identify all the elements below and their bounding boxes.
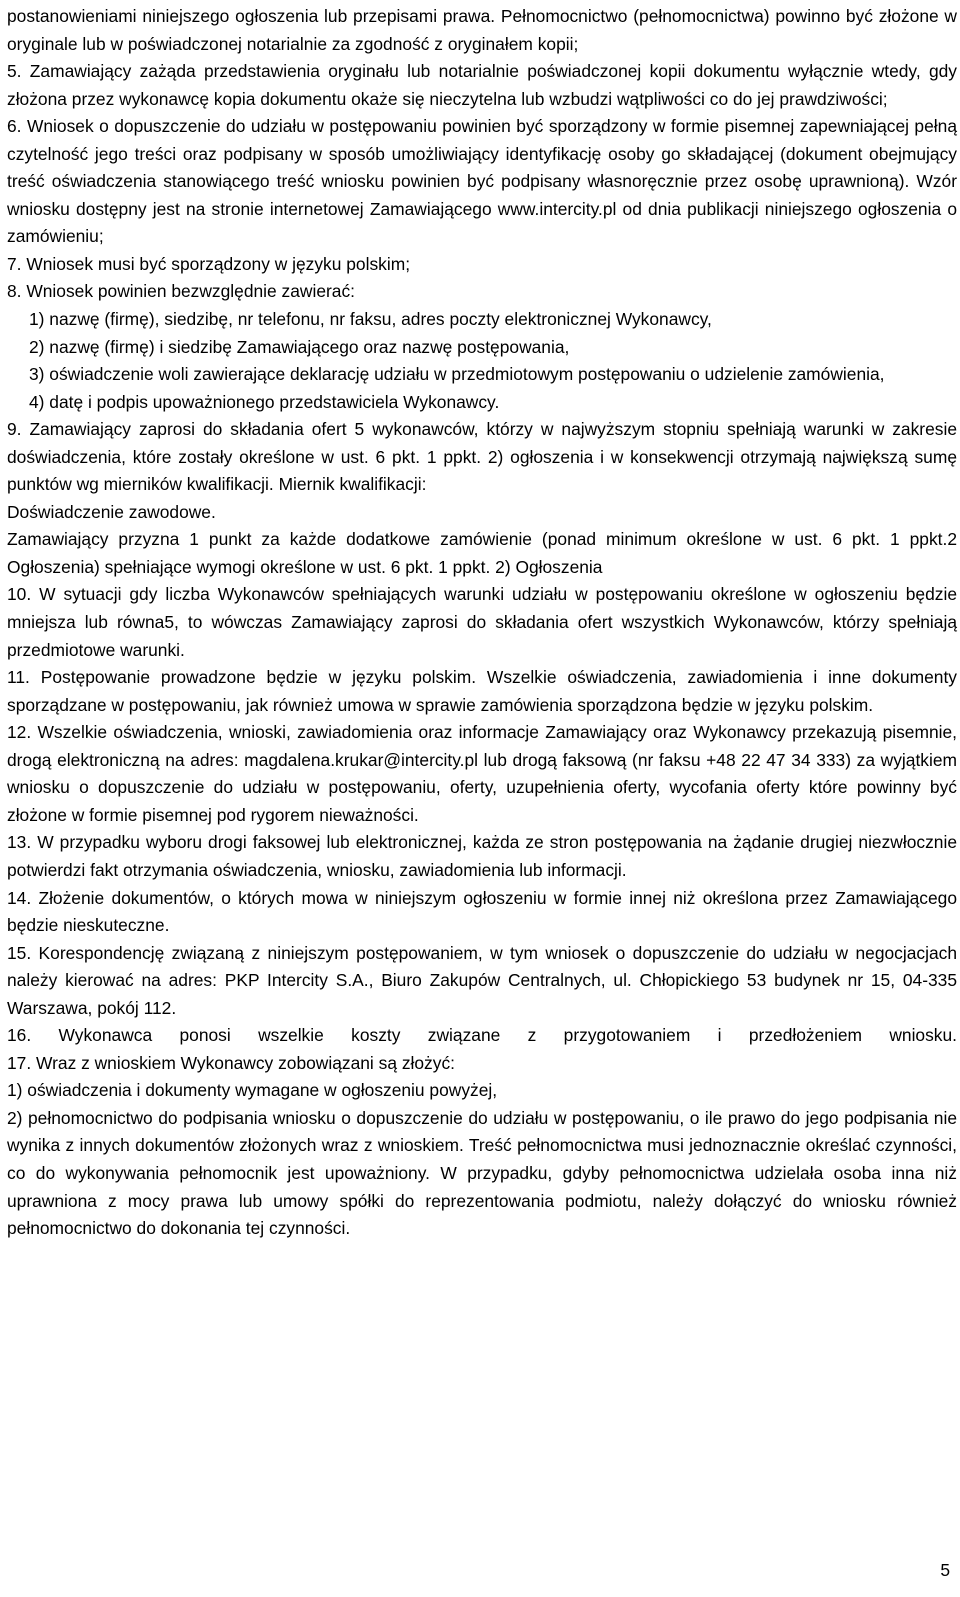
paragraph-item-17: 17. Wraz z wnioskiem Wykonawcy zobowiązani są złożyć: (7, 1052, 455, 1073)
paragraph-item-8-sub-4: 4) datę i podpis upoważnionego przedstawiciela Wykonawcy. (29, 391, 500, 412)
paragraph-item-15: 15. Korespondencję związaną z niniejszym postępowaniem, w tym wniosek o dopuszczenie do udziału w negocjacjach należy kierować na adres: PKP Intercity S.A., Biuro Zakupów Centralnych, ul. Chłopickiego 53 budynek nr 15, 04-335 Warszawa, pokój 112. (7, 942, 957, 1018)
paragraph-item-11: 11. Postępowanie prowadzone będzie w języku polskim. Wszelkie oświadczenia, zawiadomienia i inne dokumenty sporządzane w postępowaniu, jak również umowa w sprawie zamówienia sporządzona będzie w języku polskim. (7, 667, 957, 715)
paragraph-item-8-sub-2: 2) nazwę (firmę) i siedzibę Zamawiającego oraz nazwę postępowania, (29, 336, 570, 357)
paragraph-item-8: 8. Wniosek powinien bezwzględnie zawierać: (7, 281, 355, 302)
paragraph-item-8-sub-3: 3) oświadczenie woli zawierające deklarację udziału w przedmiotowym postępowaniu o udzielenie zamówienia, (29, 364, 885, 385)
paragraph-item-14: 14. Złożenie dokumentów, o których mowa w niniejszym ogłoszeniu w formie innej niż określona przez Zamawiającego będzie nieskuteczne. (7, 887, 957, 936)
paragraph-authorization-original: postanowieniami niniejszego ogłoszenia lub przepisami prawa. Pełnomocnictwo (pełnomocnictwa) powinno być złożone w oryginale lub w poświadczonej notarialnie za zgodność z oryginałem kopii; (7, 6, 957, 54)
paragraph-item-7: 7. Wniosek musi być sporządzony w języku polskim; (7, 253, 411, 274)
paragraph-item-5: 5. Zamawiający zażąda przedstawienia oryginału lub notarialnie poświadczonej kopii dokumentu wyłącznie wtedy, gdy złożona przez wykonawcę kopia dokumentu okaże się nieczytelna lub wzbudzi wątpliwości co do jej prawdziwości; (7, 61, 957, 109)
paragraph-item-13: 13. W przypadku wyboru drogi faksowej lub elektronicznej, każda ze stron postępowania na żądanie drugiej niezwłocznie potwierdzi fakt otrzymania oświadczenia, wniosku, zawiadomienia lub informacji. (7, 832, 957, 880)
paragraph-item-6: 6. Wniosek o dopuszczenie do udziału w postępowaniu powinien być sporządzony w formie pisemnej zapewniającej pełną czytelność jego treści oraz podpisany w sposób umożliwiający identyfikację osoby go składającej (dokument obejmujący treść oświadczenia stanowiącego treść wniosku powinien być podpisany własnoręcznie przez osobę uprawnioną). Wzór wniosku dostępny jest na stronie internetowej Zamawiającego www.intercity.pl od dnia publikacji niniejszego ogłoszenia o zamówieniu; (7, 116, 957, 247)
paragraph-item-10: 10. W sytuacji gdy liczba Wykonawców spełniających warunki udziału w postępowaniu określone w ogłoszeniu będzie mniejsza lub równa5, to wówczas Zamawiający zaprosi do składania ofert wszystkich Wykonawców, którzy spełniają przedmiotowe warunki. (7, 584, 957, 660)
paragraph-item-17-sub-2: 2) pełnomocnictwo do podpisania wniosku o dopuszczenie do udziału w postępowaniu, o ile prawo do jego podpisania nie wynika z innych dokumentów złożonych wraz z wnioskiem. Treść pełnomocnictwa musi jednoznacznie określać czynności, co do wykonywania pełnomocnik jest upoważniony. W przypadku, gdyby pełnomocnictwa udzielała osoba inna niż uprawniona z mocy prawa lub umowy spółki do reprezentowania podmiotu, należy dołączyć do wniosku również pełnomocnictwo do dokonania tej czynności. (7, 1107, 957, 1239)
paragraph-experience: Doświadczenie zawodowe. (7, 501, 216, 522)
paragraph-points: Zamawiający przyzna 1 punkt za każde dodatkowe zamówienie (ponad minimum określone w ust. 6 pkt. 1 ppkt.2 Ogłoszenia) spełniające wymogi określone w ust. 6 pkt. 1 ppkt. 2) Ogłoszenia (7, 529, 957, 577)
paragraph-item-12: 12. Wszelkie oświadczenia, wnioski, zawiadomienia oraz informacje Zamawiający oraz Wykonawcy przekazują pisemnie, drogą elektroniczną na adres: magdalena.krukar@intercity.pl lub drogą faksową (nr faksu +48 22 47 34 333) za wyjątkiem wniosku o dopuszczenie do udziału w postępowaniu, oferty, uzupełnienia oferty, wycofania oferty które powinny być złożone w formie pisemnej pod rygorem nieważności. (7, 722, 957, 825)
paragraph-item-9: 9. Zamawiający zaprosi do składania ofert 5 wykonawców, którzy w najwyższym stopniu spełniają warunki w zakresie doświadczenia, które zostały określone w ust. 6 pkt. 1 ppkt. 2) ogłoszenia i w konsekwencji otrzymają największą sumę punktów wg mierników kwalifikacji. Miernik kwalifikacji: (7, 419, 957, 495)
paragraph-item-17-sub-1: 1) oświadczenia i dokumenty wymagane w ogłoszeniu powyżej, (7, 1080, 498, 1101)
page-number: 5 (940, 1560, 950, 1580)
paragraph-item-8-sub-1: 1) nazwę (firmę), siedzibę, nr telefonu, nr faksu, adres poczty elektronicznej Wykonawcy, (29, 309, 712, 330)
paragraph-item-16: 16. Wykonawca ponosi wszelkie koszty związane z przygotowaniem i przedłożeniem wniosku. (7, 1025, 957, 1046)
document-page (7, 3, 957, 1243)
